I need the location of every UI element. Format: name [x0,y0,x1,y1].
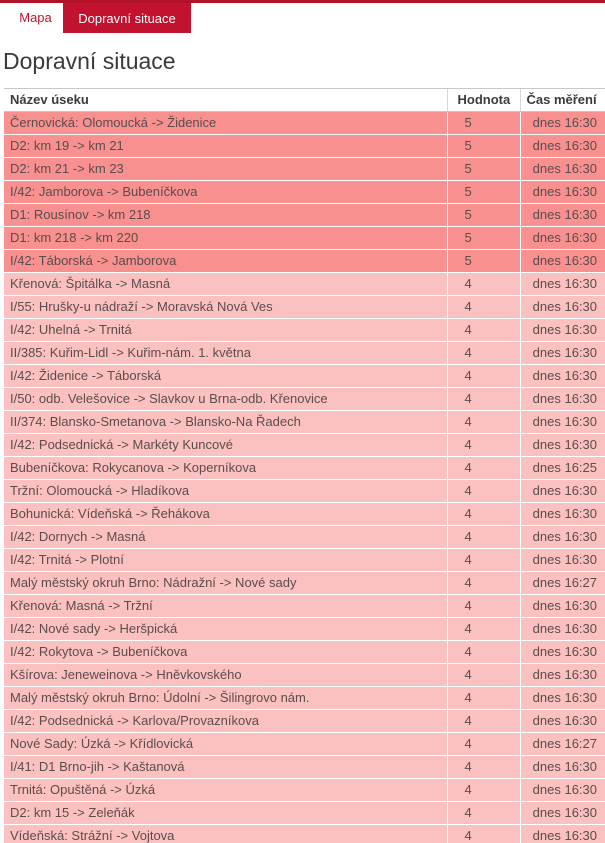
segment-name-cell: I/42: Rokytova -> Bubeníčkova [4,641,447,664]
segment-name-cell: I/42: Dornych -> Masná [4,526,447,549]
value-cell: 4 [447,641,520,664]
table-row[interactable] [4,250,605,273]
value-cell: 4 [447,457,520,480]
time-cell: dnes 16:30 [520,296,605,319]
time-cell: dnes 16:30 [520,756,605,779]
segment-name-cell: I/42: Podsednická -> Markéty Kuncové [4,434,447,457]
table-row[interactable] [4,641,605,664]
table-row[interactable] [4,595,605,618]
table-row[interactable] [4,733,605,756]
time-cell: dnes 16:30 [520,526,605,549]
time-cell: dnes 16:30 [520,112,605,135]
table-row[interactable] [4,158,605,181]
table-row[interactable] [4,319,605,342]
table-row[interactable] [4,411,605,434]
segment-name-cell: I/42: Trnitá -> Plotní [4,549,447,572]
time-cell: dnes 16:30 [520,664,605,687]
time-cell: dnes 16:25 [520,457,605,480]
value-cell: 4 [447,802,520,825]
segment-name-cell: Křenová: Špitálka -> Masná [4,273,447,296]
time-cell: dnes 16:30 [520,181,605,204]
value-cell: 5 [447,135,520,158]
time-cell: dnes 16:30 [520,503,605,526]
time-cell: dnes 16:30 [520,365,605,388]
segment-name-cell: Malý městský okruh Brno: Nádražní -> Nové sady [4,572,447,595]
time-cell: dnes 16:30 [520,227,605,250]
segment-name-cell: I/42: Táborská -> Jamborova [4,250,447,273]
segment-name-cell: Kšírova: Jeneweinova -> Hněvkovského [4,664,447,687]
time-cell: dnes 16:30 [520,549,605,572]
table-row[interactable] [4,273,605,296]
segment-name-cell: I/42: Jamborova -> Bubeníčkova [4,181,447,204]
table-row[interactable] [4,457,605,480]
time-cell: dnes 16:27 [520,733,605,756]
table-row[interactable] [4,549,605,572]
segment-name-cell: I/42: Podsednická -> Karlova/Provazníkova [4,710,447,733]
value-cell: 5 [447,204,520,227]
table-row[interactable] [4,296,605,319]
time-cell: dnes 16:30 [520,273,605,296]
table-row[interactable] [4,181,605,204]
time-cell: dnes 16:30 [520,641,605,664]
value-cell: 4 [447,618,520,641]
value-cell: 4 [447,365,520,388]
segment-name-cell: Křenová: Masná -> Tržní [4,595,447,618]
table-row[interactable] [4,227,605,250]
time-cell: dnes 16:30 [520,687,605,710]
time-cell: dnes 16:30 [520,204,605,227]
table-row[interactable] [4,687,605,710]
traffic-table-body [4,112,605,843]
segment-name-cell: II/374: Blansko-Smetanova -> Blansko-Na Řadech [4,411,447,434]
traffic-table [4,88,605,843]
segment-name-cell: I/42: Uhelná -> Trnitá [4,319,447,342]
segment-name-cell: D1: km 218 -> km 220 [4,227,447,250]
segment-name-cell: Černovická: Olomoucká -> Židenice [4,112,447,135]
segment-name-cell: Malý městský okruh Brno: Údolní -> Šilingrovo nám. [4,687,447,710]
value-cell: 4 [447,526,520,549]
value-cell: 4 [447,503,520,526]
value-cell: 4 [447,273,520,296]
table-row[interactable] [4,802,605,825]
column-header-hodnota[interactable]: Hodnota [447,89,520,112]
time-cell: dnes 16:30 [520,779,605,802]
segment-name-cell: Bubeníčkova: Rokycanova -> Koperníkova [4,457,447,480]
table-row[interactable] [4,112,605,135]
table-row[interactable] [4,434,605,457]
table-row[interactable] [4,664,605,687]
time-cell: dnes 16:30 [520,135,605,158]
value-cell: 4 [447,733,520,756]
value-cell: 4 [447,595,520,618]
time-cell: dnes 16:30 [520,388,605,411]
segment-name-cell: I/50: odb. Velešovice -> Slavkov u Brna-odb. Křenovice [4,388,447,411]
segment-name-cell: D2: km 15 -> Zeleňák [4,802,447,825]
time-cell: dnes 16:30 [520,480,605,503]
column-header-nazev-useku[interactable]: Název úseku [4,89,447,112]
table-row[interactable] [4,204,605,227]
value-cell: 4 [447,319,520,342]
page-title: Dopravní situace [3,48,176,74]
value-cell: 4 [447,549,520,572]
value-cell: 4 [447,411,520,434]
table-row[interactable] [4,779,605,802]
value-cell: 4 [447,756,520,779]
time-cell: dnes 16:30 [520,319,605,342]
value-cell: 5 [447,158,520,181]
time-cell: dnes 16:27 [520,572,605,595]
table-header-row [4,89,605,112]
value-cell: 4 [447,388,520,411]
tab-dopravni-situace[interactable]: Dopravní situace [63,3,191,33]
table-row[interactable] [4,756,605,779]
time-cell: dnes 16:30 [520,434,605,457]
segment-name-cell: D1: Rousínov -> km 218 [4,204,447,227]
time-cell: dnes 16:30 [520,825,605,843]
table-row[interactable] [4,572,605,595]
segment-name-cell: I/42: Nové sady -> Heršpická [4,618,447,641]
value-cell: 5 [447,250,520,273]
segment-name-cell: Vídeňská: Strážní -> Vojtova [4,825,447,843]
table-row[interactable] [4,365,605,388]
time-cell: dnes 16:30 [520,618,605,641]
table-row[interactable] [4,480,605,503]
value-cell: 4 [447,825,520,843]
segment-name-cell: Nové Sady: Úzká -> Křídlovická [4,733,447,756]
time-cell: dnes 16:30 [520,250,605,273]
value-cell: 4 [447,687,520,710]
time-cell: dnes 16:30 [520,802,605,825]
segment-name-cell: Trnitá: Opuštěná -> Úzká [4,779,447,802]
table-row[interactable] [4,618,605,641]
table-row[interactable] [4,342,605,365]
value-cell: 4 [447,664,520,687]
value-cell: 4 [447,434,520,457]
tab-bar [0,3,605,33]
table-row[interactable] [4,503,605,526]
time-cell: dnes 16:30 [520,710,605,733]
time-cell: dnes 16:30 [520,342,605,365]
value-cell: 5 [447,227,520,250]
segment-name-cell: I/55: Hrušky-u nádraží -> Moravská Nová Ves [4,296,447,319]
value-cell: 4 [447,572,520,595]
value-cell: 4 [447,296,520,319]
segment-name-cell: I/41: D1 Brno-jih -> Kaštanová [4,756,447,779]
time-cell: dnes 16:30 [520,411,605,434]
segment-name-cell: I/42: Židenice -> Táborská [4,365,447,388]
segment-name-cell: Tržní: Olomoucká -> Hladíkova [4,480,447,503]
table-row[interactable] [4,825,605,843]
time-cell: dnes 16:30 [520,158,605,181]
segment-name-cell: II/385: Kuřim-Lidl -> Kuřim-nám. 1. května [4,342,447,365]
value-cell: 4 [447,710,520,733]
value-cell: 4 [447,779,520,802]
segment-name-cell: D2: km 19 -> km 21 [4,135,447,158]
tab-mapa[interactable]: Mapa [8,3,63,31]
value-cell: 5 [447,181,520,204]
time-cell: dnes 16:30 [520,595,605,618]
value-cell: 5 [447,112,520,135]
table-row[interactable] [4,710,605,733]
value-cell: 4 [447,342,520,365]
table-row[interactable] [4,388,605,411]
table-row[interactable] [4,526,605,549]
value-cell: 4 [447,480,520,503]
table-row[interactable] [4,135,605,158]
segment-name-cell: D2: km 21 -> km 23 [4,158,447,181]
segment-name-cell: Bohunická: Vídeňská -> Řehákova [4,503,447,526]
column-header-cas-mereni[interactable]: Čas měření [520,89,605,112]
